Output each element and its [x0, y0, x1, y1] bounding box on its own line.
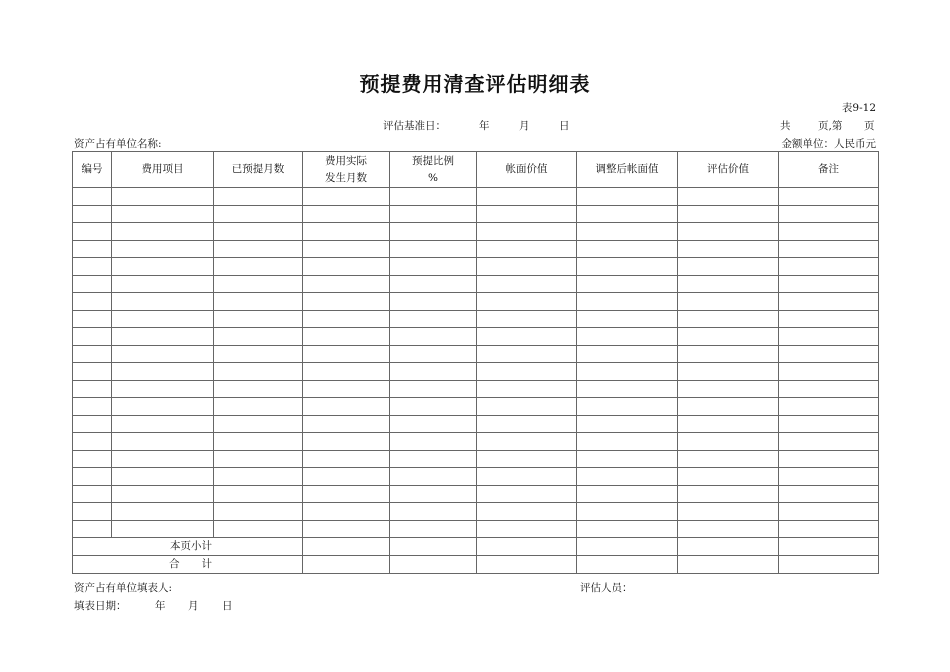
subtotal-label: 本页小计 — [73, 538, 303, 556]
col-header-remarks: 备注 — [779, 152, 879, 188]
table-cell[interactable] — [678, 345, 779, 363]
table-cell[interactable] — [678, 293, 779, 311]
table-cell[interactable] — [214, 450, 303, 468]
table-cell[interactable] — [390, 258, 477, 276]
table-cell[interactable] — [779, 380, 879, 398]
table-cell[interactable] — [779, 345, 879, 363]
table-cell[interactable] — [390, 503, 477, 521]
table-cell[interactable] — [390, 380, 477, 398]
table-cell[interactable] — [112, 380, 214, 398]
table-cell[interactable] — [214, 520, 303, 538]
table-cell[interactable] — [303, 556, 390, 574]
table-cell[interactable] — [390, 468, 477, 486]
table-cell[interactable] — [779, 205, 879, 223]
table-cell[interactable] — [477, 258, 577, 276]
table-cell[interactable] — [303, 520, 390, 538]
table-row — [73, 188, 879, 206]
table-cell[interactable] — [303, 398, 390, 416]
table-cell[interactable] — [477, 363, 577, 381]
table-cell[interactable] — [390, 520, 477, 538]
table-row — [73, 310, 879, 328]
table-cell[interactable] — [779, 520, 879, 538]
table-cell[interactable] — [214, 240, 303, 258]
table-cell[interactable] — [303, 433, 390, 451]
table-cell[interactable] — [577, 503, 678, 521]
table-cell[interactable] — [390, 538, 477, 556]
table-cell[interactable] — [73, 345, 112, 363]
table-cell[interactable] — [73, 328, 112, 346]
table-cell[interactable] — [390, 450, 477, 468]
table-cell[interactable] — [577, 363, 678, 381]
table-cell[interactable] — [73, 450, 112, 468]
table-cell[interactable] — [779, 450, 879, 468]
table-cell[interactable] — [477, 328, 577, 346]
table-cell[interactable] — [214, 328, 303, 346]
table-cell[interactable] — [577, 538, 678, 556]
col-header-actual-months: 费用实际 发生月数 — [303, 152, 390, 188]
col-header-number: 编号 — [73, 152, 112, 188]
table-cell[interactable] — [112, 205, 214, 223]
table-cell[interactable] — [577, 450, 678, 468]
table-cell[interactable] — [112, 398, 214, 416]
table-cell[interactable] — [214, 415, 303, 433]
table-cell[interactable] — [214, 258, 303, 276]
table-row — [73, 503, 879, 521]
table-cell[interactable] — [779, 293, 879, 311]
table-cell[interactable] — [390, 293, 477, 311]
table-cell[interactable] — [214, 345, 303, 363]
table-cell[interactable] — [390, 328, 477, 346]
table-cell[interactable] — [112, 345, 214, 363]
table-cell[interactable] — [303, 380, 390, 398]
total-row — [73, 556, 879, 574]
table-row — [73, 293, 879, 311]
col-header-adjusted-book-value: 调整后帐面值 — [577, 152, 678, 188]
col-header-accrual-ratio: 预提比例 % — [390, 152, 477, 188]
table-row — [73, 485, 879, 503]
table-cell[interactable] — [678, 503, 779, 521]
fill-date-year: 年 — [155, 600, 166, 612]
table-cell[interactable] — [112, 415, 214, 433]
table-row — [73, 450, 879, 468]
table-cell[interactable] — [577, 398, 678, 416]
table-cell[interactable] — [214, 205, 303, 223]
table-cell[interactable] — [477, 223, 577, 241]
table-cell[interactable] — [779, 275, 879, 293]
table-cell[interactable] — [779, 468, 879, 486]
table-cell[interactable] — [73, 398, 112, 416]
table-cell[interactable] — [214, 503, 303, 521]
table-cell[interactable] — [73, 293, 112, 311]
table-cell[interactable] — [678, 240, 779, 258]
table-cell[interactable] — [112, 503, 214, 521]
table-cell[interactable] — [477, 520, 577, 538]
table-cell[interactable] — [390, 556, 477, 574]
table-cell[interactable] — [577, 556, 678, 574]
table-cell[interactable] — [112, 485, 214, 503]
table-cell[interactable] — [678, 223, 779, 241]
table-cell[interactable] — [390, 240, 477, 258]
table-row — [73, 520, 879, 538]
table-cell[interactable] — [779, 310, 879, 328]
table-cell[interactable] — [303, 205, 390, 223]
table-cell[interactable] — [73, 363, 112, 381]
page-current-label: 页,第 — [818, 120, 843, 132]
table-cell[interactable] — [73, 503, 112, 521]
table-cell[interactable] — [73, 205, 112, 223]
fill-date-label: 填表日期： — [74, 600, 127, 612]
table-cell[interactable] — [112, 258, 214, 276]
table-cell[interactable] — [214, 468, 303, 486]
table-cell[interactable] — [303, 485, 390, 503]
table-cell[interactable] — [678, 433, 779, 451]
table-row — [73, 363, 879, 381]
table-cell[interactable] — [303, 503, 390, 521]
table-cell[interactable] — [390, 433, 477, 451]
table-cell[interactable] — [214, 310, 303, 328]
col-header-book-value: 帐面价值 — [477, 152, 577, 188]
table-cell[interactable] — [477, 310, 577, 328]
table-cell[interactable] — [678, 468, 779, 486]
table-cell[interactable] — [779, 223, 879, 241]
table-cell[interactable] — [779, 538, 879, 556]
table-cell[interactable] — [112, 310, 214, 328]
table-cell[interactable] — [779, 415, 879, 433]
table-cell[interactable] — [73, 380, 112, 398]
appraiser-label: 评估人员： — [580, 582, 633, 594]
table-cell[interactable] — [73, 310, 112, 328]
page-total-label: 共 — [780, 120, 791, 132]
table-cell[interactable] — [73, 520, 112, 538]
table-cell[interactable] — [577, 520, 678, 538]
table-cell[interactable] — [214, 275, 303, 293]
detail-table — [72, 151, 879, 574]
currency-label: 金额单位：人民币元 — [781, 138, 876, 150]
table-cell[interactable] — [73, 433, 112, 451]
table-cell[interactable] — [303, 223, 390, 241]
table-cell[interactable] — [73, 468, 112, 486]
table-cell[interactable] — [779, 363, 879, 381]
table-row — [73, 205, 879, 223]
table-cell[interactable] — [112, 223, 214, 241]
subtotal-row — [73, 538, 879, 556]
table-cell[interactable] — [303, 415, 390, 433]
total-label: 合计 — [169, 558, 234, 570]
table-row — [73, 240, 879, 258]
table-cell[interactable] — [303, 468, 390, 486]
table-cell[interactable] — [477, 293, 577, 311]
table-cell[interactable] — [779, 258, 879, 276]
table-cell[interactable] — [577, 380, 678, 398]
owner-label: 资产占有单位名称: — [74, 138, 162, 150]
table-cell[interactable] — [303, 275, 390, 293]
table-cell[interactable] — [477, 398, 577, 416]
table-row — [73, 345, 879, 363]
table-cell[interactable] — [303, 258, 390, 276]
table-cell[interactable] — [214, 433, 303, 451]
table-cell[interactable] — [477, 503, 577, 521]
form-number: 表9-12 — [841, 102, 876, 114]
table-cell[interactable] — [112, 450, 214, 468]
table-cell[interactable] — [390, 205, 477, 223]
table-cell[interactable] — [477, 345, 577, 363]
table-cell[interactable] — [390, 345, 477, 363]
table-cell[interactable] — [214, 188, 303, 206]
table-cell[interactable] — [214, 398, 303, 416]
table-cell[interactable] — [112, 188, 214, 206]
table-row — [73, 380, 879, 398]
fill-date-month: 月 — [188, 600, 199, 612]
table-cell[interactable] — [214, 363, 303, 381]
table-cell[interactable] — [390, 398, 477, 416]
table-cell[interactable] — [390, 275, 477, 293]
base-date-label: 评估基准日： — [383, 120, 446, 132]
table-cell[interactable] — [390, 188, 477, 206]
table-cell[interactable] — [73, 223, 112, 241]
table-cell[interactable] — [303, 240, 390, 258]
table-cell[interactable] — [303, 188, 390, 206]
table-cell[interactable] — [779, 556, 879, 574]
table-cell[interactable] — [477, 240, 577, 258]
table-cell[interactable] — [112, 520, 214, 538]
table-cell[interactable] — [73, 240, 112, 258]
table-cell[interactable] — [678, 310, 779, 328]
table-cell[interactable] — [678, 398, 779, 416]
total-label-cell — [73, 556, 303, 574]
table-cell[interactable] — [303, 538, 390, 556]
table-cell[interactable] — [112, 240, 214, 258]
table-cell[interactable] — [577, 468, 678, 486]
col-header-appraised-value: 评估价值 — [678, 152, 779, 188]
table-cell[interactable] — [779, 240, 879, 258]
table-cell[interactable] — [112, 293, 214, 311]
table-cell[interactable] — [577, 223, 678, 241]
table-cell[interactable] — [390, 310, 477, 328]
fill-date-day: 日 — [222, 600, 233, 612]
table-cell[interactable] — [477, 275, 577, 293]
table-cell[interactable] — [303, 345, 390, 363]
table-cell[interactable] — [477, 205, 577, 223]
table-cell[interactable] — [303, 293, 390, 311]
table-cell[interactable] — [73, 275, 112, 293]
table-row — [73, 468, 879, 486]
table-cell[interactable] — [577, 258, 678, 276]
table-cell[interactable] — [477, 468, 577, 486]
table-cell[interactable] — [678, 188, 779, 206]
table-cell[interactable] — [577, 293, 678, 311]
table-cell[interactable] — [779, 485, 879, 503]
table-cell[interactable] — [577, 485, 678, 503]
table-cell[interactable] — [779, 398, 879, 416]
table-cell[interactable] — [678, 380, 779, 398]
table-cell[interactable] — [477, 538, 577, 556]
table-cell[interactable] — [303, 328, 390, 346]
table-cell[interactable] — [477, 415, 577, 433]
table-cell[interactable] — [678, 328, 779, 346]
table-row — [73, 398, 879, 416]
table-cell[interactable] — [73, 415, 112, 433]
table-cell[interactable] — [477, 433, 577, 451]
table-cell[interactable] — [678, 538, 779, 556]
table-cell[interactable] — [678, 450, 779, 468]
table-cell[interactable] — [214, 293, 303, 311]
table-cell[interactable] — [678, 556, 779, 574]
table-cell[interactable] — [577, 275, 678, 293]
table-cell[interactable] — [303, 310, 390, 328]
page-end-label: 页 — [864, 120, 875, 132]
table-cell[interactable] — [214, 380, 303, 398]
col-header-accrued-months: 已预提月数 — [214, 152, 303, 188]
table-cell[interactable] — [73, 485, 112, 503]
table-cell[interactable] — [390, 485, 477, 503]
table-cell[interactable] — [577, 310, 678, 328]
table-cell[interactable] — [303, 450, 390, 468]
table-cell[interactable] — [112, 328, 214, 346]
col-header-expense-item: 费用项目 — [112, 152, 214, 188]
table-cell[interactable] — [779, 188, 879, 206]
table-cell[interactable] — [678, 485, 779, 503]
table-cell[interactable] — [577, 328, 678, 346]
table-row — [73, 258, 879, 276]
base-date-month: 月 — [519, 120, 530, 132]
table-row — [73, 328, 879, 346]
table-cell[interactable] — [577, 205, 678, 223]
table-cell[interactable] — [577, 433, 678, 451]
table-cell[interactable] — [477, 188, 577, 206]
table-cell[interactable] — [577, 345, 678, 363]
table-cell[interactable] — [73, 258, 112, 276]
page-title: 预提费用清查评估明细表 — [359, 72, 591, 96]
table-cell[interactable] — [390, 363, 477, 381]
table-cell[interactable] — [477, 485, 577, 503]
table-cell[interactable] — [678, 205, 779, 223]
table-cell[interactable] — [678, 415, 779, 433]
table-cell[interactable] — [477, 450, 577, 468]
table-cell[interactable] — [678, 275, 779, 293]
table-cell[interactable] — [390, 223, 477, 241]
table-row — [73, 223, 879, 241]
table-row — [73, 275, 879, 293]
table-cell[interactable] — [678, 363, 779, 381]
base-date-year: 年 — [479, 120, 490, 132]
table-cell[interactable] — [577, 188, 678, 206]
table-cell[interactable] — [779, 433, 879, 451]
table-cell[interactable] — [214, 485, 303, 503]
table-cell[interactable] — [477, 556, 577, 574]
filler-label: 资产占有单位填表人: — [74, 582, 173, 594]
header-row — [73, 152, 879, 188]
table-row — [73, 415, 879, 433]
table-cell[interactable] — [303, 363, 390, 381]
table-cell[interactable] — [112, 275, 214, 293]
table-row — [73, 433, 879, 451]
table-cell[interactable] — [577, 415, 678, 433]
table-cell[interactable] — [112, 433, 214, 451]
table-cell[interactable] — [112, 363, 214, 381]
table-cell[interactable] — [779, 328, 879, 346]
table-cell[interactable] — [779, 503, 879, 521]
table-cell[interactable] — [112, 468, 214, 486]
table-cell[interactable] — [577, 240, 678, 258]
table-cell[interactable] — [678, 258, 779, 276]
table-cell[interactable] — [73, 188, 112, 206]
base-date-day: 日 — [559, 120, 570, 132]
table-cell[interactable] — [678, 520, 779, 538]
table-cell[interactable] — [214, 223, 303, 241]
table-cell[interactable] — [390, 415, 477, 433]
table-cell[interactable] — [477, 380, 577, 398]
